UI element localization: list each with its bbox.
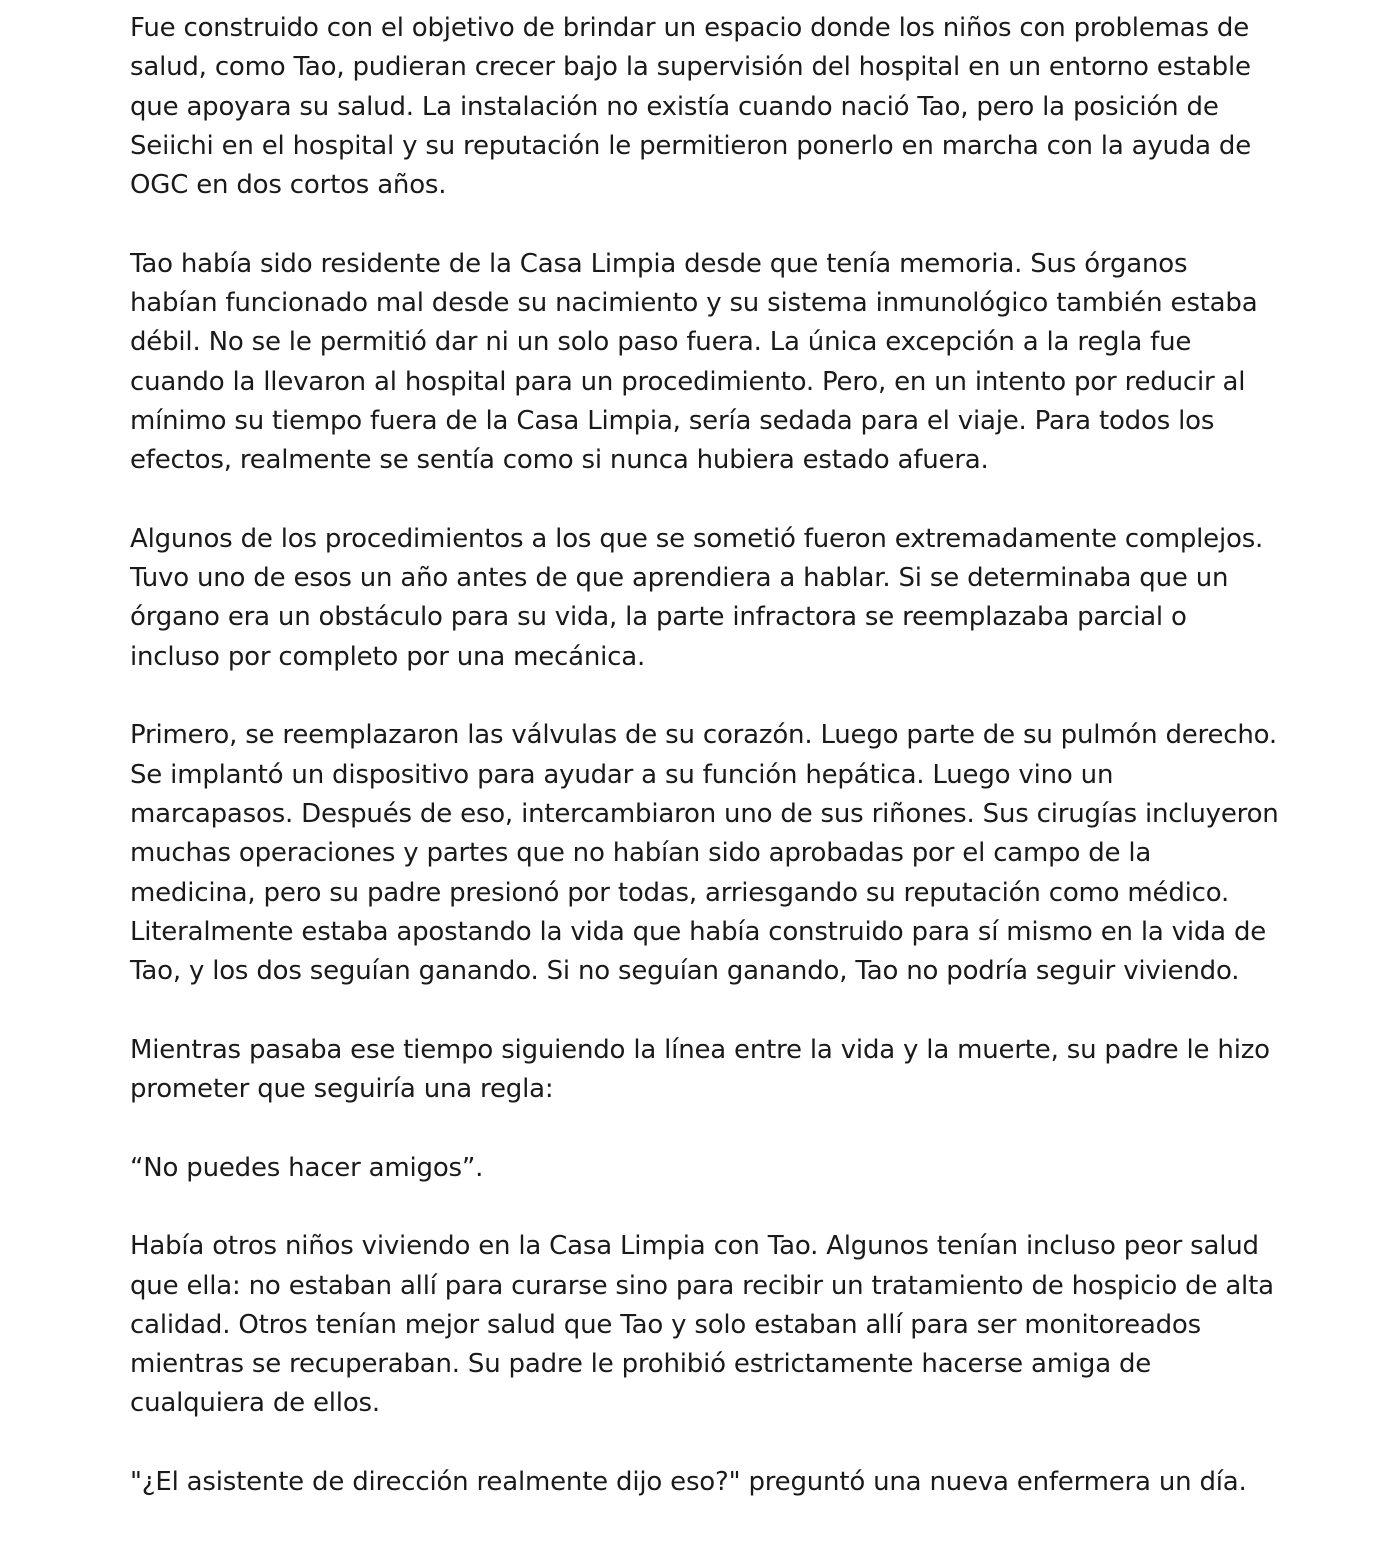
paragraph-5: Mientras pasaba ese tiempo siguiendo la línea entre la vida y la muerte, su padre le hizo prometer que seguiría una regla:	[130, 1034, 1270, 1105]
document-body	[130, 9, 1280, 1502]
paragraph-1: Fue construido con el objetivo de brindar un espacio donde los niños con problemas de salud, como Tao, pudieran crecer bajo la supervisión del hospital en un entorno estable que apoyara su salud. La instalación no existía cuando nació Tao, pero la posición de Seiichi en el hospital y su reputación le permitieron ponerlo en marcha con la ayuda de OGC en dos cortos años.	[130, 13, 1252, 201]
paragraph-6-quote: “No puedes hacer amigos”.	[130, 1152, 484, 1183]
paragraph-7: Había otros niños viviendo en la Casa Limpia con Tao. Algunos tenían incluso peor salud que ella: no estaban allí para curarse sino para recibir un tratamiento de hospicio de alta calidad. Otros tenían mejor salud que Tao y solo estaban allí para ser monitoreados mientras se recuperaban. Su padre le prohibió estrictamente hacerse amiga de cualquiera de ellos.	[130, 1231, 1274, 1419]
paragraph-8: "¿El asistente de dirección realmente dijo eso?" preguntó una nueva enfermera un día.	[130, 1466, 1247, 1497]
paragraph-3: Algunos de los procedimientos a los que se sometió fueron extremadamente complejos. Tuvo uno de esos un año antes de que aprendiera a hablar. Si se determinaba que un órgano era un obstáculo para su vida, la parte infractora se reemplazaba parcial o incluso por completo por una mecánica.	[130, 523, 1264, 672]
paragraph-2: Tao había sido residente de la Casa Limpia desde que tenía memoria. Sus órganos habían funcionado mal desde su nacimiento y su sistema inmunológico también estaba débil. No se le permitió dar ni un solo paso fuera. La única excepción a la regla fue cuando la llevaron al hospital para un procedimiento. Pero, en un intento por reducir al mínimo su tiempo fuera de la Casa Limpia, sería sedada para el viaje. Para todos los efectos, realmente se sentía como si nunca hubiera estado afuera.	[130, 248, 1258, 476]
paragraph-4: Primero, se reemplazaron las válvulas de su corazón. Luego parte de su pulmón derecho. Se implantó un dispositivo para ayudar a su función hepática. Luego vino un marcapasos. Después de eso, intercambiaron uno de sus riñones. Sus cirugías incluyeron muchas operaciones y partes que no habían sido aprobadas por el campo de la medicina, pero su padre presionó por todas, arriesgando su reputación como médico. Literalmente estaba apostando la vida que había construido para sí mismo en la vida de Tao, y los dos seguían ganando. Si no seguían ganando, Tao no podría seguir viviendo.	[130, 720, 1279, 987]
